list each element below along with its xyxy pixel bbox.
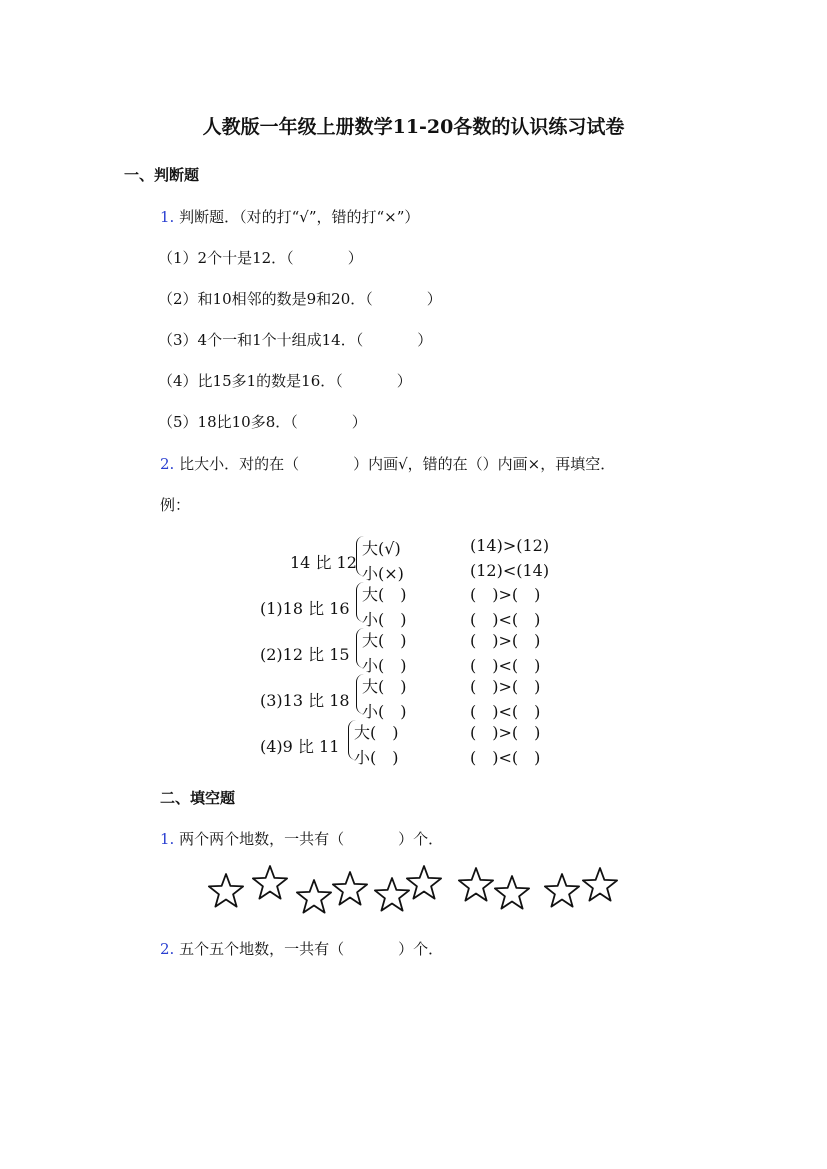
question-number: 2. (160, 940, 175, 958)
star-icon (297, 880, 331, 913)
judge-item-3 (158, 329, 432, 350)
small-choice[interactable]: 小( ) (362, 702, 407, 721)
judge-item-2 (158, 288, 442, 309)
item-label: （4）比15多1的数是16．（ (158, 372, 343, 390)
small-choice[interactable]: 小( ) (354, 748, 399, 767)
compare-left: (1)18 比 16 (260, 599, 350, 618)
question-number: 1. (160, 208, 175, 226)
star-icon (407, 866, 441, 899)
item-label: （2）和10相邻的数是9和20．（ (158, 290, 373, 308)
compare-less[interactable]: (12)<(14) (470, 561, 550, 580)
section1-heading: 一、判断题 (124, 166, 200, 184)
star-icon (459, 868, 493, 901)
question-2 (160, 453, 615, 474)
compare-greater[interactable]: ( )>( ) (470, 723, 541, 742)
page-title: 人教版一年级上册数学11-20各数的认识练习试卷 (202, 116, 625, 138)
compare-less[interactable]: ( )<( ) (470, 656, 541, 675)
question-close: ）个． (398, 940, 444, 958)
big-choice[interactable]: 大( ) (362, 677, 407, 696)
question-prompt: 两个两个地数，一共有（ (179, 830, 345, 848)
big-choice[interactable]: 大( ) (362, 631, 407, 650)
fill-question-1 (160, 828, 443, 849)
example-label: 例： (160, 496, 191, 514)
item-label: （1）2个十是12．（ (158, 249, 294, 267)
compare-less[interactable]: ( )<( ) (470, 610, 541, 629)
question-prompt: 判断题．（对的打“√”，错的打“×”） (179, 208, 420, 226)
item-close: ） (417, 331, 433, 349)
item-label: （3）4个一和1个十组成14．（ (158, 331, 364, 349)
star-icon (495, 876, 529, 909)
small-choice[interactable]: 小( ) (362, 610, 407, 629)
compare-left: 14 比 12 (290, 553, 357, 572)
star-icon (209, 874, 243, 907)
compare-left: (3)13 比 18 (260, 691, 350, 710)
compare-greater[interactable]: ( )>( ) (470, 677, 541, 696)
question-prompt-rest: ）内画√，错的在（）内画×，再填空． (353, 455, 616, 473)
question-1 (160, 206, 419, 227)
compare-left: (4)9 比 11 (260, 737, 340, 756)
compare-left: (2)12 比 15 (260, 645, 350, 664)
question-close: ）个． (398, 830, 444, 848)
star-icon (333, 872, 367, 905)
section2-heading: 二、填空题 (160, 789, 236, 807)
compare-less[interactable]: ( )<( ) (470, 748, 541, 767)
item-close: ） (396, 372, 412, 390)
star-icon (545, 874, 579, 907)
big-choice[interactable]: 大( ) (354, 723, 399, 742)
fill-question-2 (160, 938, 443, 959)
item-close: ） (426, 290, 442, 308)
judge-item-1 (158, 247, 363, 268)
judge-item-5 (158, 411, 367, 432)
big-choice[interactable]: 大( ) (362, 585, 407, 604)
small-choice[interactable]: 小( ) (362, 656, 407, 675)
compare-greater[interactable]: ( )>( ) (470, 585, 541, 604)
compare-less[interactable]: ( )<( ) (470, 702, 541, 721)
compare-greater[interactable]: (14)>(12) (470, 536, 550, 555)
star-icon (583, 868, 617, 901)
star-group (200, 862, 620, 920)
judge-item-4 (158, 370, 412, 391)
item-close: ） (347, 249, 363, 267)
small-choice[interactable]: 小(×) (362, 564, 404, 583)
question-number: 2. (160, 455, 175, 473)
compare-greater[interactable]: ( )>( ) (470, 631, 541, 650)
star-icon (375, 878, 409, 911)
question-prompt: 五个五个地数，一共有（ (179, 940, 345, 958)
item-close: ） (351, 413, 367, 431)
comparison-figure (258, 530, 578, 770)
star-icon (253, 866, 287, 899)
item-label: （5）18比10多8．（ (158, 413, 298, 431)
big-choice[interactable]: 大(√) (362, 539, 401, 558)
question-prompt: 比大小．对的在（ (179, 455, 300, 473)
question-number: 1. (160, 830, 175, 848)
